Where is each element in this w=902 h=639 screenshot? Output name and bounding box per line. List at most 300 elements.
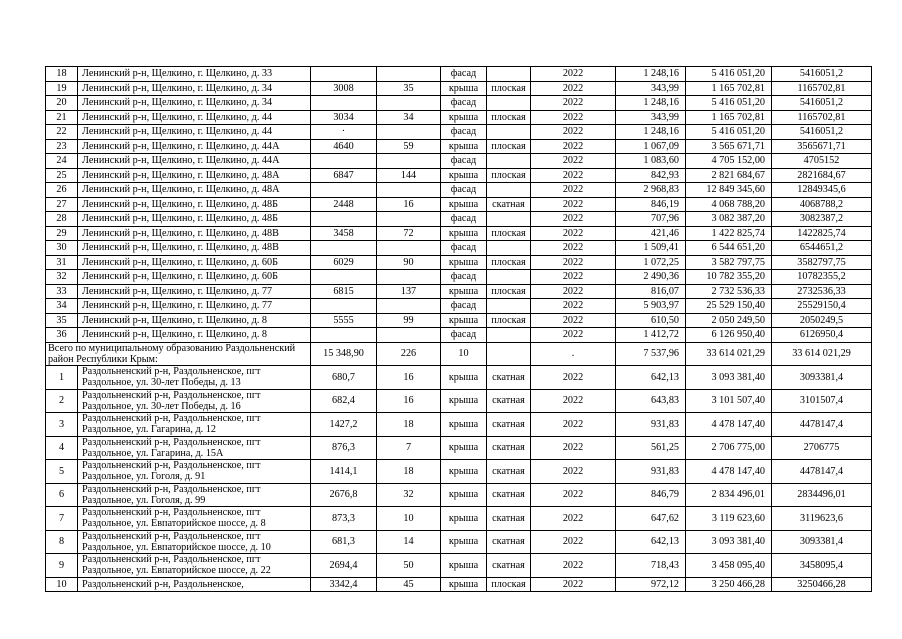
data-table-wrapper (45, 66, 871, 592)
cell-n: 9 (46, 554, 78, 578)
cell-roof (487, 212, 531, 227)
cell-elem: крыша (441, 110, 487, 125)
cell-year: 2022 (531, 554, 616, 578)
cell-area: 3342,4 (311, 577, 377, 592)
cell-year: 2022 (531, 328, 616, 343)
cell-rate: 846,19 (616, 197, 686, 212)
cell-year: 2022 (531, 154, 616, 169)
cell-addr: Раздольненский р-н, Раздольненское, пгт Раздольное, ул. Гоголя, д. 91 (78, 460, 311, 484)
cell-res: 18 (377, 460, 441, 484)
cell-n: 26 (46, 183, 78, 198)
cell-total: 4705152 (772, 154, 872, 169)
cell-rate: 1 412,72 (616, 328, 686, 343)
cell-elem: фасад (441, 299, 487, 314)
table-row (46, 110, 872, 125)
cell-res (377, 299, 441, 314)
cell-n: 22 (46, 125, 78, 140)
cell-elem: крыша (441, 460, 487, 484)
cell-total: 5416051,2 (772, 125, 872, 140)
cell-n: 33 (46, 284, 78, 299)
cell-total: 4068788,2 (772, 197, 872, 212)
cell-elem: крыша (441, 530, 487, 554)
cell-cost: 2 834 496,01 (686, 483, 772, 507)
table-row (46, 313, 872, 328)
cell-res (377, 270, 441, 285)
cell-year: 2022 (531, 212, 616, 227)
cell-n: 23 (46, 139, 78, 154)
cell-addr: Ленинский р-н, Щелкино, г. Щелкино, д. 44А (78, 154, 311, 169)
cell-res: 72 (377, 226, 441, 241)
cell-elem: крыша (441, 413, 487, 437)
table-row (46, 389, 872, 413)
table-row (46, 241, 872, 256)
cell-n: 27 (46, 197, 78, 212)
cell-total: 3119623,6 (772, 507, 872, 531)
cell-addr: Раздольненский р-н, Раздольненское, пгт Раздольное, ул. Евпаторийское шоссе, д. 8 (78, 507, 311, 531)
cell-n: 21 (46, 110, 78, 125)
table-row (46, 168, 872, 183)
cell-area (311, 183, 377, 198)
cell-year: 2022 (531, 507, 616, 531)
cell-res (377, 328, 441, 343)
cell-rate: 647,62 (616, 507, 686, 531)
cell-addr: Раздольненский р-н, Раздольненское, пгт Раздольное, ул. Гагарина, д. 15А (78, 436, 311, 460)
cell-addr: Ленинский р-н, Щелкино, г. Щелкино, д. 48А (78, 168, 311, 183)
cell-year: 2022 (531, 110, 616, 125)
cell-n: 7 (46, 507, 78, 531)
cell-year: 2022 (531, 197, 616, 212)
cell-res (377, 125, 441, 140)
cell-addr: Раздольненский р-н, Раздольненское, пгт Раздольное, ул. Евпаторийское шоссе, д. 10 (78, 530, 311, 554)
cell-cost: 3 082 387,20 (686, 212, 772, 227)
cell-addr: Ленинский р-н, Щелкино, г. Щелкино, д. 44 (78, 110, 311, 125)
cell-cost: 2 706 775,00 (686, 436, 772, 460)
cell-area: 2448 (311, 197, 377, 212)
cell-n: 3 (46, 413, 78, 437)
cell-n: 35 (46, 313, 78, 328)
cell-n: 30 (46, 241, 78, 256)
cell-area: 6847 (311, 168, 377, 183)
cell-roof: плоская (487, 139, 531, 154)
cell-n: 19 (46, 81, 78, 96)
cell-addr: Ленинский р-н, Щелкино, г. Щелкино, д. 44 (78, 125, 311, 140)
cell-res: 99 (377, 313, 441, 328)
cell-roof (487, 328, 531, 343)
cell-rate: 1 509,41 (616, 241, 686, 256)
cell-addr: Ленинский р-н, Щелкино, г. Щелкино, д. 60Б (78, 270, 311, 285)
cell-rate: 343,99 (616, 81, 686, 96)
cell-total: 25529150,4 (772, 299, 872, 314)
cell-area (311, 212, 377, 227)
table-row (46, 460, 872, 484)
cell-roof: плоская (487, 313, 531, 328)
table-row (46, 197, 872, 212)
cell-n: 29 (46, 226, 78, 241)
cell-res: 34 (377, 110, 441, 125)
table-row (46, 299, 872, 314)
cell-rate: 643,83 (616, 389, 686, 413)
cell-total: 5416051,2 (772, 96, 872, 111)
cell-total: 4478147,4 (772, 413, 872, 437)
cell-n: 10 (46, 577, 78, 592)
cell-total: 2834496,01 (772, 483, 872, 507)
cell-elem: фасад (441, 241, 487, 256)
cell-rate: 1 248,16 (616, 67, 686, 82)
cell-res: 45 (377, 577, 441, 592)
cell-n: 2 (46, 389, 78, 413)
cell-area (311, 67, 377, 82)
cell-elem: крыша (441, 81, 487, 96)
summary-empty (487, 342, 531, 366)
cell-n: 18 (46, 67, 78, 82)
cell-cost: 2 821 684,67 (686, 168, 772, 183)
cell-addr: Раздольненский р-н, Раздольненское, пгт Раздольное, ул. Гоголя, д. 99 (78, 483, 311, 507)
cell-area: 682,4 (311, 389, 377, 413)
cell-rate: 642,13 (616, 366, 686, 390)
cell-rate: 1 072,25 (616, 255, 686, 270)
cell-year: 2022 (531, 270, 616, 285)
cell-roof: плоская (487, 226, 531, 241)
cell-elem: крыша (441, 507, 487, 531)
cell-year: 2022 (531, 460, 616, 484)
table-body (46, 67, 872, 592)
cell-elem: крыша (441, 284, 487, 299)
cell-addr: Ленинский р-н, Щелкино, г. Щелкино, д. 48В (78, 241, 311, 256)
cell-rate: 421,46 (616, 226, 686, 241)
cell-year: 2022 (531, 168, 616, 183)
cell-res: 90 (377, 255, 441, 270)
cell-cost: 4 478 147,40 (686, 413, 772, 437)
cell-rate: 610,50 (616, 313, 686, 328)
cell-total: 3458095,4 (772, 554, 872, 578)
cell-total: 10782355,2 (772, 270, 872, 285)
table-row (46, 284, 872, 299)
summary-row (46, 342, 872, 366)
cell-cost: 5 416 051,20 (686, 96, 772, 111)
cell-addr: Ленинский р-н, Щелкино, г. Щелкино, д. 60Б (78, 255, 311, 270)
cell-year: 2022 (531, 299, 616, 314)
cell-roof: скатная (487, 507, 531, 531)
cell-roof: скатная (487, 554, 531, 578)
cell-rate: 5 903,97 (616, 299, 686, 314)
table-row (46, 67, 872, 82)
cell-cost: 12 849 345,60 (686, 183, 772, 198)
cell-roof (487, 270, 531, 285)
cell-cost: 6 126 950,40 (686, 328, 772, 343)
cell-total: 3101507,4 (772, 389, 872, 413)
cell-addr: Ленинский р-н, Щелкино, г. Щелкино, д. 77 (78, 299, 311, 314)
cell-res: 16 (377, 366, 441, 390)
cell-total: 3082387,2 (772, 212, 872, 227)
cell-total: 2732536,33 (772, 284, 872, 299)
cell-rate: 816,07 (616, 284, 686, 299)
cell-total: 6544651,2 (772, 241, 872, 256)
cell-cost: 4 478 147,40 (686, 460, 772, 484)
summary-total: 33 614 021,29 (772, 342, 872, 366)
table-row (46, 226, 872, 241)
cell-addr: Раздольненский р-н, Раздольненское, пгт Раздольное, ул. Гагарина, д. 12 (78, 413, 311, 437)
table-row (46, 183, 872, 198)
cell-addr: Ленинский р-н, Щелкино, г. Щелкино, д. 48Б (78, 212, 311, 227)
cell-roof: плоская (487, 81, 531, 96)
cell-rate: 1 248,16 (616, 96, 686, 111)
summary-cost: 33 614 021,29 (686, 342, 772, 366)
cell-year: 2022 (531, 67, 616, 82)
cell-elem: фасад (441, 96, 487, 111)
cell-year: 2022 (531, 226, 616, 241)
cell-addr: Ленинский р-н, Щелкино, г. Щелкино, д. 34 (78, 81, 311, 96)
cell-cost: 1 422 825,74 (686, 226, 772, 241)
cell-total: 2050249,5 (772, 313, 872, 328)
cell-rate: 707,96 (616, 212, 686, 227)
cell-res: 7 (377, 436, 441, 460)
cell-roof: скатная (487, 413, 531, 437)
cell-rate: 1 248,16 (616, 125, 686, 140)
cell-total: 12849345,6 (772, 183, 872, 198)
cell-rate: 718,43 (616, 554, 686, 578)
table-row (46, 554, 872, 578)
table-row (46, 125, 872, 140)
cell-total: 2821684,67 (772, 168, 872, 183)
cell-year: 2022 (531, 81, 616, 96)
cell-n: 34 (46, 299, 78, 314)
table-row (46, 530, 872, 554)
cell-res: 16 (377, 197, 441, 212)
cell-roof: плоская (487, 255, 531, 270)
cell-res: 59 (377, 139, 441, 154)
cell-res (377, 96, 441, 111)
cell-total: 6126950,4 (772, 328, 872, 343)
cell-roof: скатная (487, 530, 531, 554)
cell-n: 1 (46, 366, 78, 390)
cell-addr: Ленинский р-н, Щелкино, г. Щелкино, д. 48А (78, 183, 311, 198)
cell-total: 1165702,81 (772, 81, 872, 96)
cell-area: 4640 (311, 139, 377, 154)
cell-area: 876,3 (311, 436, 377, 460)
cell-area: 680,7 (311, 366, 377, 390)
table-row (46, 81, 872, 96)
cell-res: 137 (377, 284, 441, 299)
cell-total: 1165702,81 (772, 110, 872, 125)
cell-roof (487, 96, 531, 111)
cell-roof: скатная (487, 366, 531, 390)
cell-n: 4 (46, 436, 78, 460)
cell-area: 6815 (311, 284, 377, 299)
table-row (46, 483, 872, 507)
cell-elem: фасад (441, 270, 487, 285)
cell-rate: 931,83 (616, 413, 686, 437)
cell-rate: 1 083,60 (616, 154, 686, 169)
table-row (46, 366, 872, 390)
cell-total: 4478147,4 (772, 460, 872, 484)
cell-elem: фасад (441, 67, 487, 82)
cell-area: 1427,2 (311, 413, 377, 437)
table-row (46, 154, 872, 169)
cell-n: 25 (46, 168, 78, 183)
cell-cost: 4 705 152,00 (686, 154, 772, 169)
cell-res: 35 (377, 81, 441, 96)
cell-rate: 972,12 (616, 577, 686, 592)
summary-elements: 10 (441, 342, 487, 366)
cell-total: 1422825,74 (772, 226, 872, 241)
cell-rate: 931,83 (616, 460, 686, 484)
table-row (46, 413, 872, 437)
cell-roof: скатная (487, 436, 531, 460)
cell-roof (487, 154, 531, 169)
cell-area: 5555 (311, 313, 377, 328)
cell-cost: 3 119 623,60 (686, 507, 772, 531)
cell-area: 1414,1 (311, 460, 377, 484)
cell-res: 16 (377, 389, 441, 413)
cell-res: 32 (377, 483, 441, 507)
cell-cost: 1 165 702,81 (686, 81, 772, 96)
cell-elem: крыша (441, 255, 487, 270)
cell-addr: Ленинский р-н, Щелкино, г. Щелкино, д. 8 (78, 313, 311, 328)
cell-roof (487, 67, 531, 82)
cell-year: 2022 (531, 530, 616, 554)
cell-n: 31 (46, 255, 78, 270)
cell-res: 144 (377, 168, 441, 183)
cell-elem: фасад (441, 212, 487, 227)
cell-year: 2022 (531, 313, 616, 328)
cell-total: 3250466,28 (772, 577, 872, 592)
cell-roof: скатная (487, 460, 531, 484)
cell-total: 3093381,4 (772, 530, 872, 554)
cell-n: 32 (46, 270, 78, 285)
cell-addr: Ленинский р-н, Щелкино, г. Щелкино, д. 8 (78, 328, 311, 343)
cell-elem: фасад (441, 183, 487, 198)
cell-elem: крыша (441, 389, 487, 413)
cell-roof: плоская (487, 284, 531, 299)
cell-rate: 642,13 (616, 530, 686, 554)
summary-year: . (531, 342, 616, 366)
cell-area (311, 328, 377, 343)
cell-addr: Ленинский р-н, Щелкино, г. Щелкино, д. 48Б (78, 197, 311, 212)
cell-rate: 846,79 (616, 483, 686, 507)
cell-rate: 343,99 (616, 110, 686, 125)
cell-n: 20 (46, 96, 78, 111)
cell-res: 14 (377, 530, 441, 554)
cell-area: 873,3 (311, 507, 377, 531)
cell-cost: 3 093 381,40 (686, 530, 772, 554)
cell-cost: 25 529 150,40 (686, 299, 772, 314)
summary-residents: 226 (377, 342, 441, 366)
cell-n: 28 (46, 212, 78, 227)
cell-area: 2694,4 (311, 554, 377, 578)
cell-res: 50 (377, 554, 441, 578)
cell-total: 5416051,2 (772, 67, 872, 82)
cell-year: 2022 (531, 183, 616, 198)
cell-area: 681,3 (311, 530, 377, 554)
cell-addr: Раздольненский р-н, Раздольненское, пгт Раздольное, ул. Евпаторийское шоссе, д. 22 (78, 554, 311, 578)
cell-elem: крыша (441, 554, 487, 578)
cell-cost: 3 582 797,75 (686, 255, 772, 270)
cell-res (377, 212, 441, 227)
cell-res (377, 241, 441, 256)
cell-elem: крыша (441, 139, 487, 154)
cell-cost: 3 250 466,28 (686, 577, 772, 592)
table-row (46, 270, 872, 285)
cell-year: 2022 (531, 255, 616, 270)
cell-area: 2676,8 (311, 483, 377, 507)
cell-elem: фасад (441, 328, 487, 343)
cell-res (377, 67, 441, 82)
cell-cost: 2 732 536,33 (686, 284, 772, 299)
cell-res: 18 (377, 413, 441, 437)
cell-elem: фасад (441, 154, 487, 169)
cell-year: 2022 (531, 413, 616, 437)
table-row (46, 96, 872, 111)
cell-cost: 2 050 249,50 (686, 313, 772, 328)
cell-cost: 5 416 051,20 (686, 125, 772, 140)
cell-year: 2022 (531, 96, 616, 111)
cell-rate: 842,93 (616, 168, 686, 183)
cell-area (311, 299, 377, 314)
cell-year: 2022 (531, 577, 616, 592)
cell-cost: 10 782 355,20 (686, 270, 772, 285)
cell-n: 5 (46, 460, 78, 484)
cell-cost: 3 101 507,40 (686, 389, 772, 413)
cell-cost: 4 068 788,20 (686, 197, 772, 212)
cell-n: 8 (46, 530, 78, 554)
cell-addr: Раздольненский р-н, Раздольненское, пгт Раздольное, ул. 30-лет Победы, д. 16 (78, 389, 311, 413)
cell-roof (487, 241, 531, 256)
cell-elem: крыша (441, 366, 487, 390)
cell-n: 6 (46, 483, 78, 507)
cell-roof: скатная (487, 483, 531, 507)
cell-year: 2022 (531, 389, 616, 413)
table-row (46, 139, 872, 154)
table-row (46, 212, 872, 227)
table-row (46, 328, 872, 343)
cell-roof: плоская (487, 168, 531, 183)
cell-addr: Ленинский р-н, Щелкино, г. Щелкино, д. 34 (78, 96, 311, 111)
table-row (46, 577, 872, 592)
cell-total: 3565671,71 (772, 139, 872, 154)
cell-roof (487, 299, 531, 314)
capital-repair-table (45, 66, 872, 592)
cell-roof: плоская (487, 110, 531, 125)
cell-year: 2022 (531, 483, 616, 507)
cell-elem: крыша (441, 577, 487, 592)
cell-roof (487, 183, 531, 198)
cell-res: 10 (377, 507, 441, 531)
cell-area: 3034 (311, 110, 377, 125)
cell-cost: 1 165 702,81 (686, 110, 772, 125)
cell-year: 2022 (531, 436, 616, 460)
table-row (46, 507, 872, 531)
cell-addr: Ленинский р-н, Щелкино, г. Щелкино, д. 77 (78, 284, 311, 299)
cell-n: 24 (46, 154, 78, 169)
cell-area (311, 241, 377, 256)
cell-cost: 6 544 651,20 (686, 241, 772, 256)
cell-n: 36 (46, 328, 78, 343)
cell-rate: 2 968,83 (616, 183, 686, 198)
cell-elem: крыша (441, 436, 487, 460)
cell-cost: 3 093 381,40 (686, 366, 772, 390)
cell-total: 2706775 (772, 436, 872, 460)
cell-total: 3582797,75 (772, 255, 872, 270)
cell-cost: 3 565 671,71 (686, 139, 772, 154)
cell-rate: 2 490,36 (616, 270, 686, 285)
summary-rate: 7 537,96 (616, 342, 686, 366)
cell-year: 2022 (531, 284, 616, 299)
table-row (46, 255, 872, 270)
cell-roof: скатная (487, 389, 531, 413)
cell-cost: 3 458 095,40 (686, 554, 772, 578)
cell-area (311, 154, 377, 169)
table-row (46, 436, 872, 460)
